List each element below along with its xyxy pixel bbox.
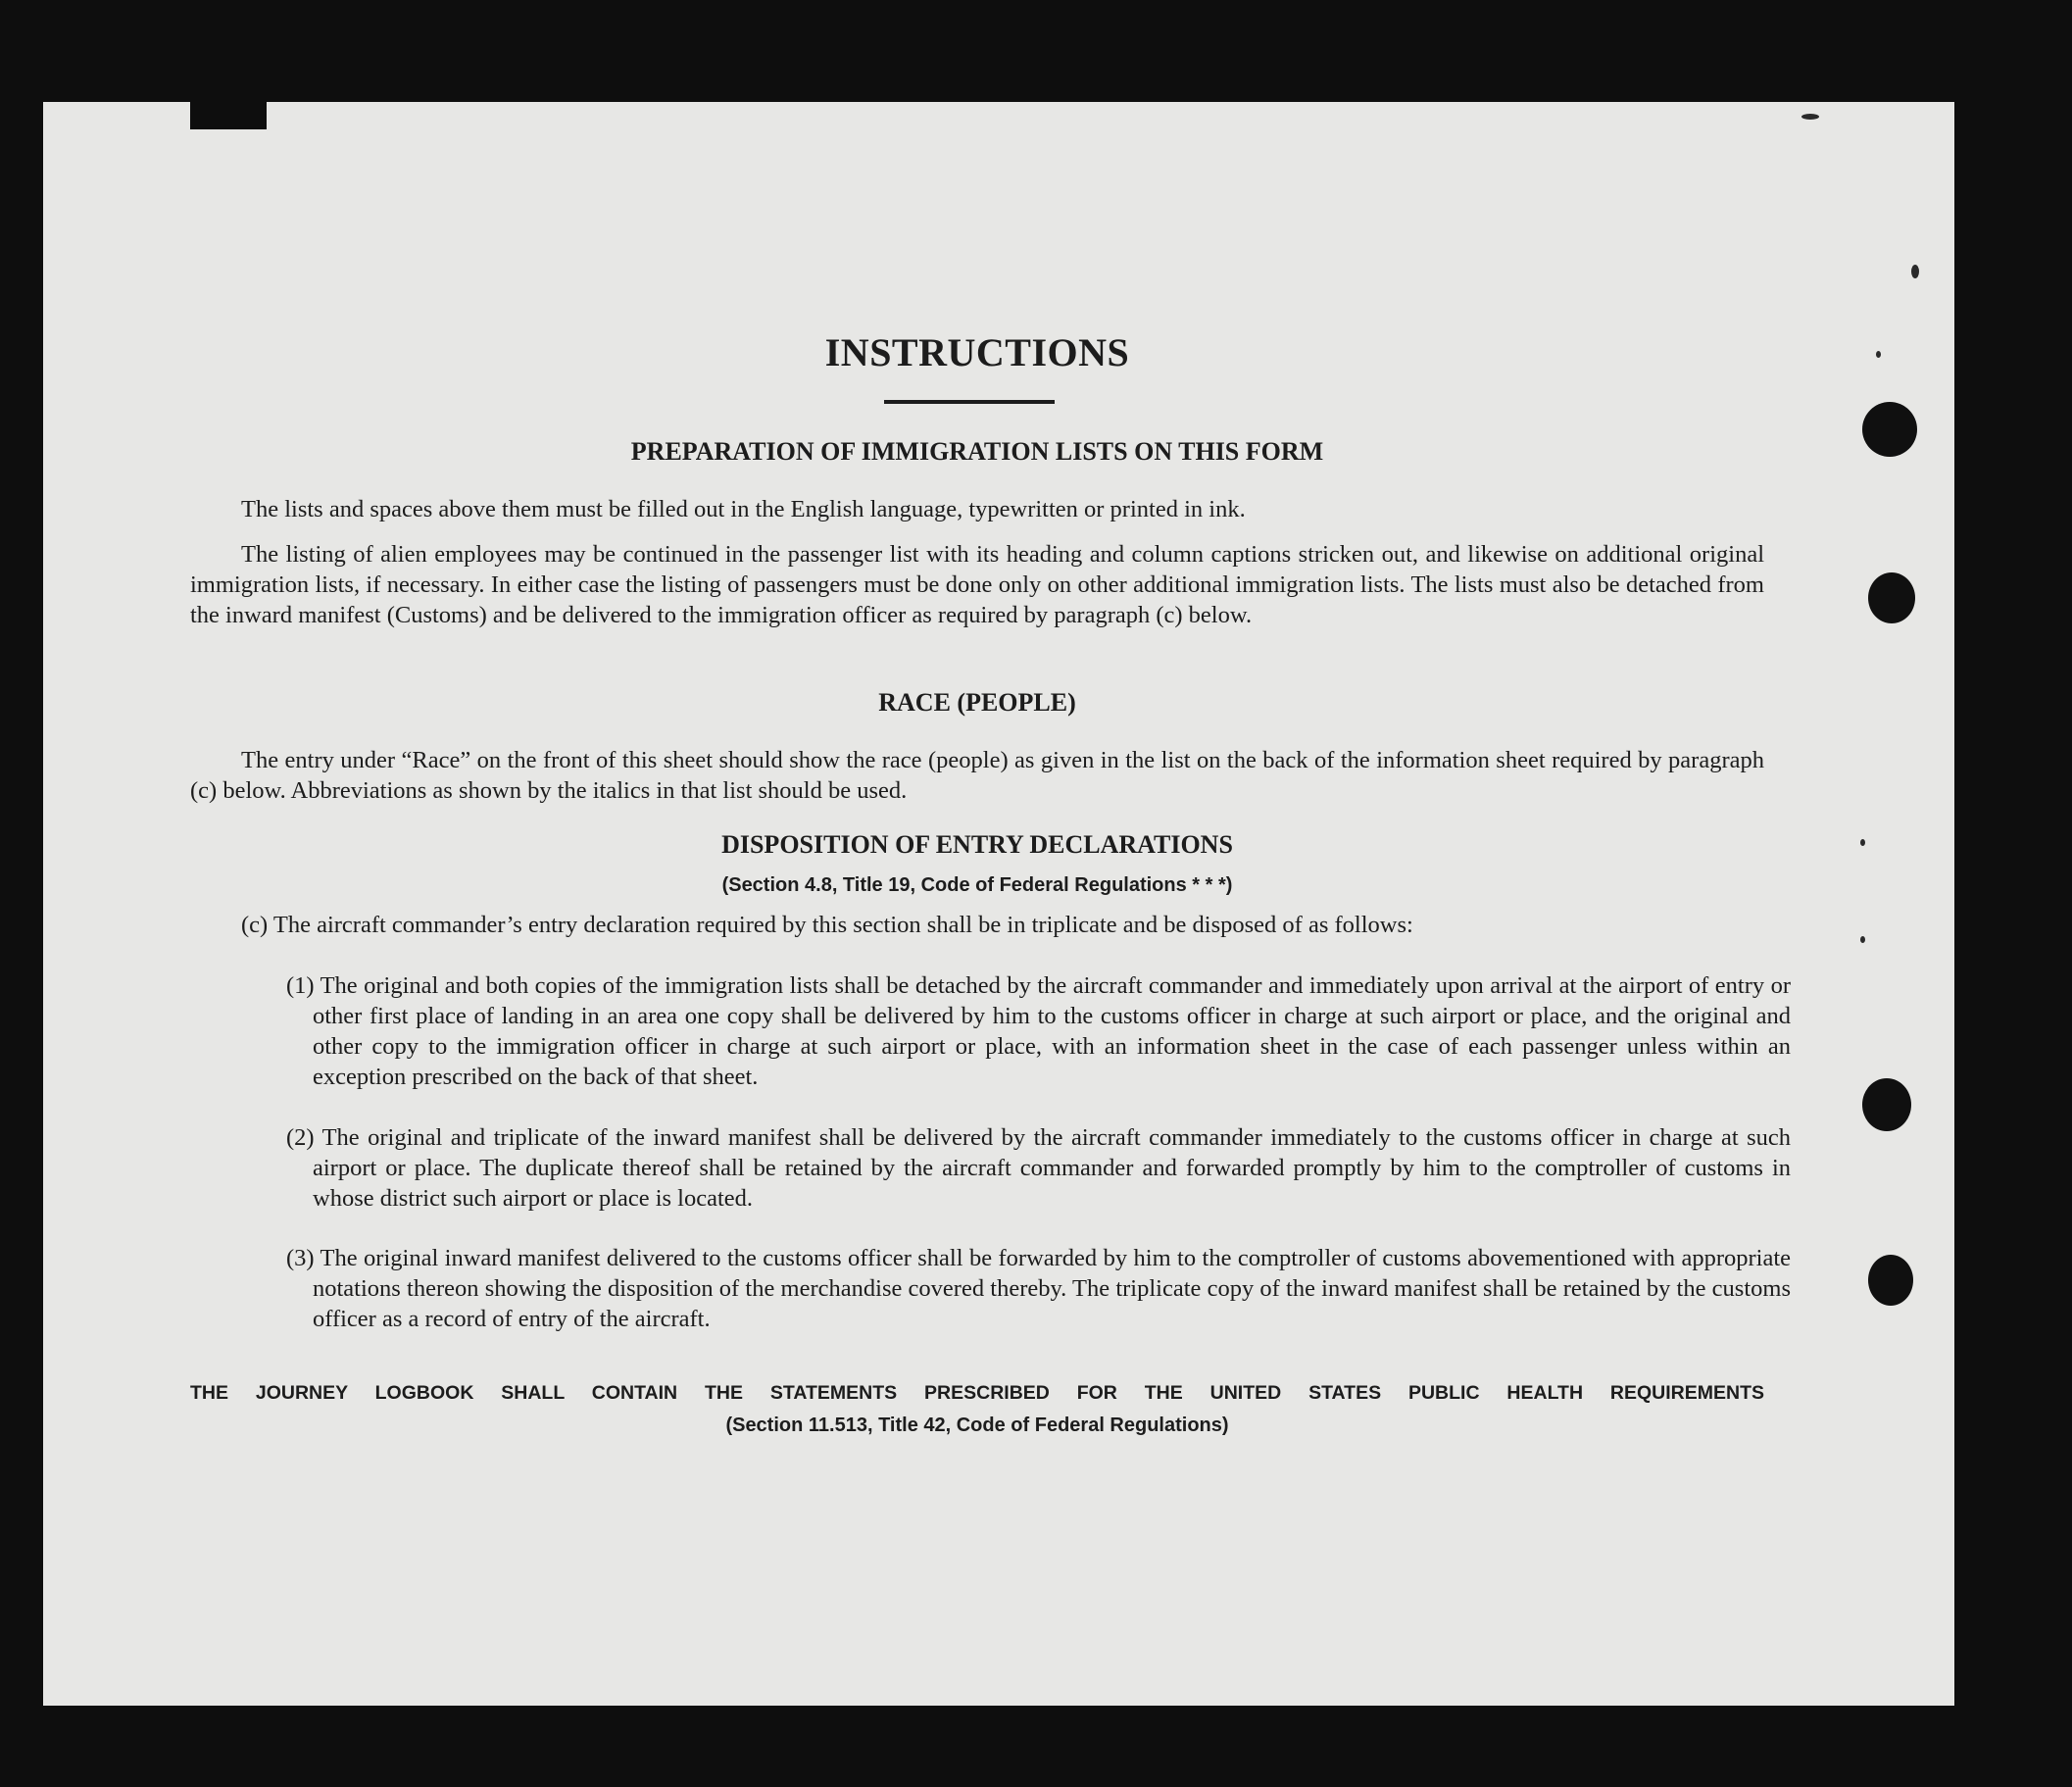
punch-hole [1862,1078,1911,1131]
punch-hole [1862,402,1917,457]
scan-speck [1860,839,1865,846]
title-underline [884,400,1055,404]
logbook-requirement: THE JOURNEY LOGBOOK SHALL CONTAIN THE STATEMENTS PRESCRIBED FOR THE UNITED STATES PUBLIC HEALTH REQUIREMENTS [190,1382,1764,1404]
scan-speck [1911,265,1919,278]
logbook-citation: (Section 11.513, Title 42, Code of Federal Regulations) [725,1415,1229,1436]
scan-speck [1801,114,1819,120]
paragraph-disposition-intro: (c) The aircraft commander’s entry declaration required by this section shall be in triplicate and be disposed of as follows: [241,912,1413,938]
section-heading-disposition: DISPOSITION OF ENTRY DECLARATIONS [721,830,1233,859]
scan-speck [1876,351,1881,358]
punch-hole [1868,1255,1913,1306]
section-heading-race: RACE (PEOPLE) [878,688,1076,717]
disposition-item-1: (1) The original and both copies of the immigration lists shall be detached by the aircraft commander and immediately upon arrival at the airport of entry or other first place of landing in an area one copy shall be delivered by him to the customs officer in charge at such airport or place, and the original and other copy to the immigration officer in charge at such airport or place, with an information sheet in the case of each passenger unless within an exception prescribed on the back of that sheet. [286,972,1791,1090]
disposition-item-2: (2) The original and triplicate of the inward manifest shall be delivered by the aircraft commander immediately to the customs officer in charge at such airport or place. The duplicate thereof shall be retained by the aircraft commander and forwarded promptly by him to the comptroller of customs in whose district such airport or place is located. [286,1124,1791,1212]
disposition-citation: (Section 4.8, Title 19, Code of Federal Regulations * * *) [721,874,1233,896]
disposition-item-3: (3) The original inward manifest delivered to the customs officer shall be forwarded by him to the comptroller of customs abovementioned with appropriate notations thereon showing the disposition of the merchandise covered thereby. The triplicate copy of the inward manifest shall be retained by the customs officer as a record of entry of the aircraft. [286,1245,1791,1332]
section-heading-preparation: PREPARATION OF IMMIGRATION LISTS ON THIS FORM [630,437,1324,466]
paragraph-lists-language: The lists and spaces above them must be filled out in the English language, typewritten or printed in ink. [241,496,1246,522]
paragraph-alien-employees: The listing of alien employees may be continued in the passenger list with its heading and column captions stricken out, and likewise on additional original immigration lists, if necessary. In either case the listing of passengers must be done only on other additional immigration lists. The lists must also be detached from the inward manifest (Customs) and be delivered to the immigration officer as required by paragraph (c) below. [190,541,1764,628]
punch-hole [1868,572,1915,623]
torn-corner-mark [190,102,267,129]
scan-speck [1860,936,1865,943]
paragraph-race: The entry under “Race” on the front of this sheet should show the race (people) as given in the list on the back of the information sheet required by paragraph (c) below. Abbreviations as shown by the italics in that list should be used. [190,747,1764,804]
page-title: INSTRUCTIONS [824,330,1130,374]
